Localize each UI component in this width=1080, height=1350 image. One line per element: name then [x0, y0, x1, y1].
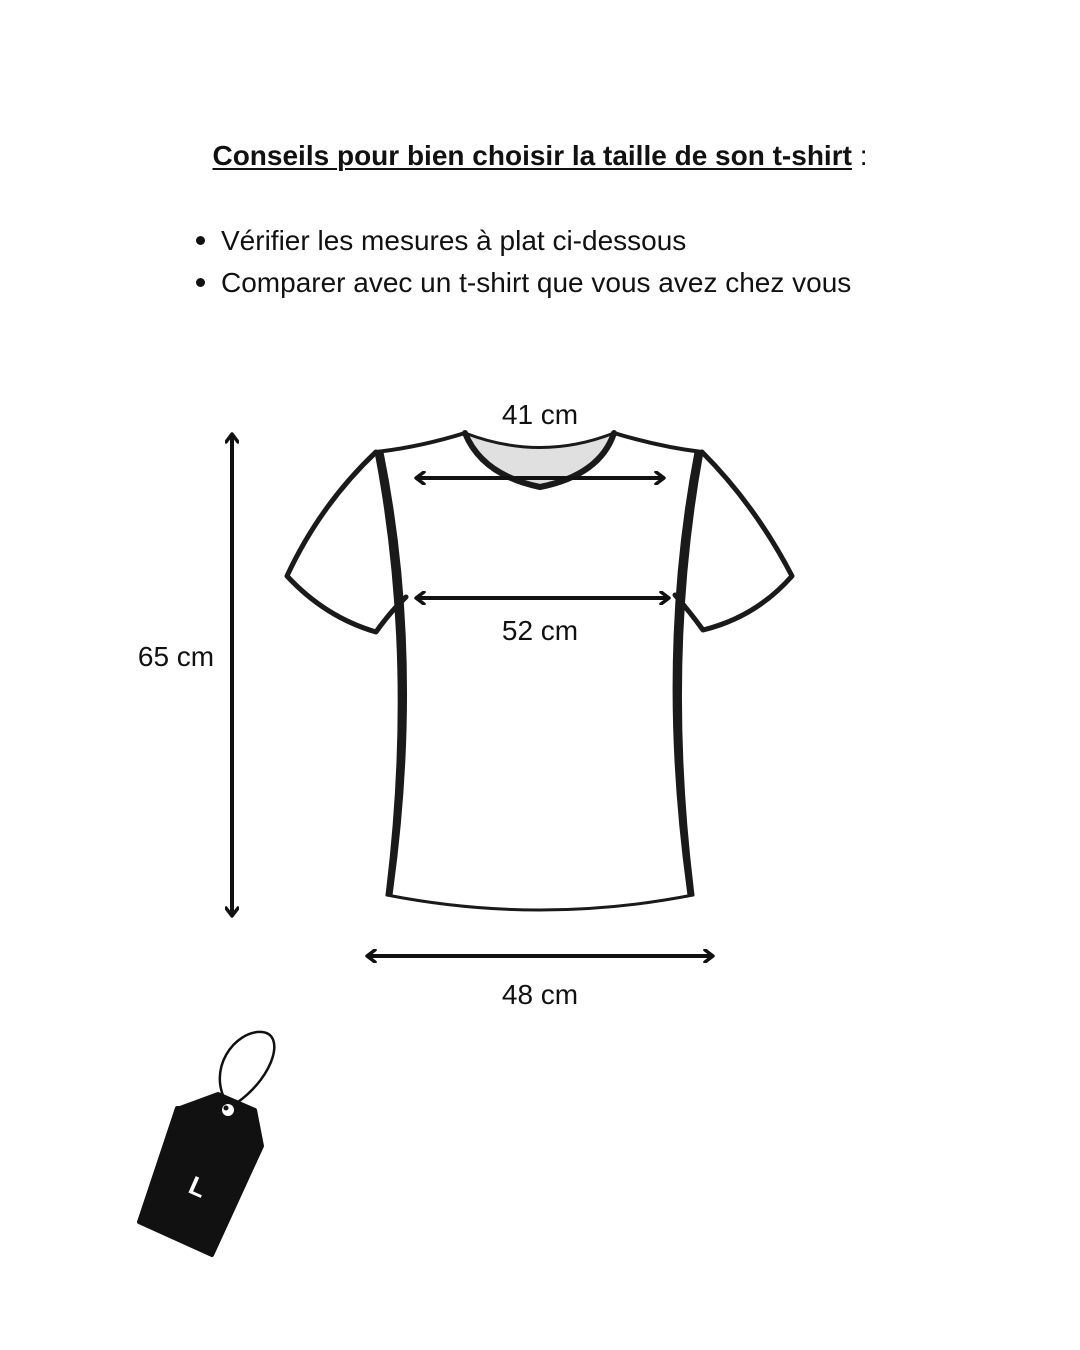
hem-width-label: 48 cm: [501, 979, 579, 1010]
chest-width-label: 52 cm: [501, 615, 579, 646]
neck-width-label: 41 cm: [501, 399, 579, 430]
title-colon: :: [859, 140, 868, 171]
tip-item: Vérifier les mesures à plat ci-dessous: [195, 220, 851, 262]
tip-item: Comparer avec un t-shirt que vous avez chez vous: [195, 262, 851, 304]
tshirt-icon: [287, 433, 792, 910]
title-text: Conseils pour bien choisir la taille de son t-shirt: [212, 140, 852, 171]
size-tag-label: L: [184, 1169, 212, 1204]
length-label: 65 cm: [137, 641, 215, 672]
size-tag-icon: [139, 1032, 274, 1255]
